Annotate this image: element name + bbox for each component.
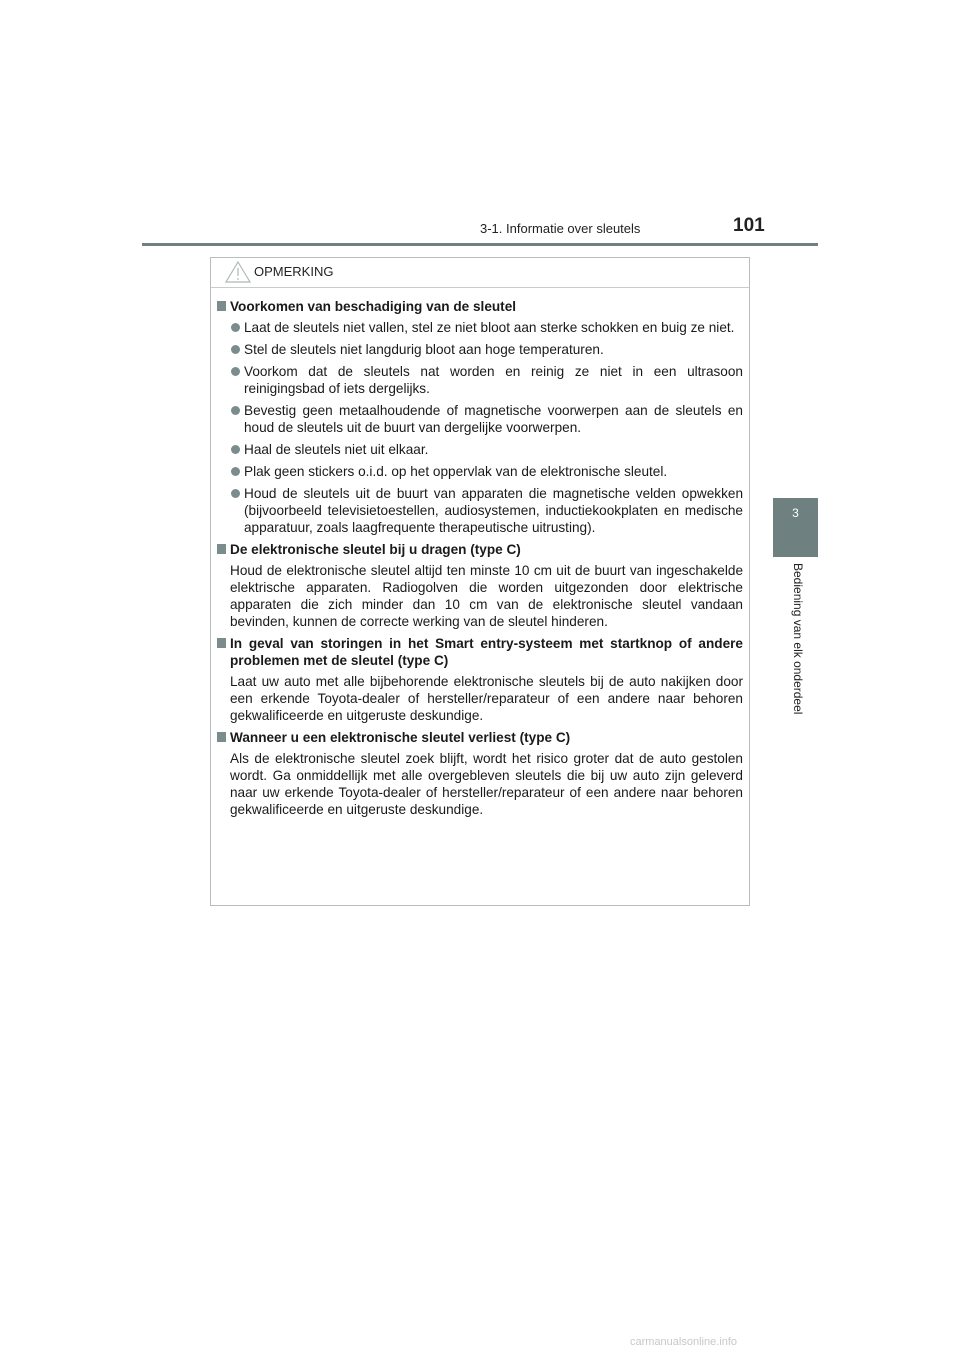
list-item: Voorkom dat de sleutels nat worden en reinig ze niet in een ultrasoon reinigingsbad of iets dergelijks. xyxy=(217,363,743,397)
section-title: De elektronische sleutel bij u dragen (type C) xyxy=(217,541,743,558)
header-divider xyxy=(142,243,818,246)
round-bullet-icon xyxy=(231,323,240,332)
chapter-title: Bediening van elk onderdeel xyxy=(791,563,805,715)
section-heading: 3-1. Informatie over sleutels xyxy=(480,221,641,236)
warning-triangle-icon xyxy=(225,261,251,283)
square-bullet-icon xyxy=(217,301,226,311)
list-item: Bevestig geen metaalhoudende of magnetische voorwerpen aan de sleutels en houd de sleutels uit de buurt van dergelijke voorwerpen. xyxy=(217,402,743,436)
section-title: Wanneer u een elektronische sleutel verliest (type C) xyxy=(217,729,743,746)
notice-box xyxy=(210,257,750,906)
round-bullet-icon xyxy=(231,445,240,454)
round-bullet-icon xyxy=(231,345,240,354)
round-bullet-icon xyxy=(231,467,240,476)
notice-section xyxy=(217,541,743,630)
page-number: 101 xyxy=(733,215,765,236)
watermark: carmanualsonline.info xyxy=(630,1336,738,1348)
square-bullet-icon xyxy=(217,638,226,648)
section-text: Als de elektronische sleutel zoek blijft, wordt het risico groter dat de auto gestolen wordt. Ga onmiddellijk met alle overgebleven sleutels die bij uw auto zijn geleverd naar uw erkende Toyota-dealer of hersteller/reparateur of een andere naar behoren gekwalificeerde en uitgeruste deskundige. xyxy=(230,751,743,817)
round-bullet-icon xyxy=(231,367,240,376)
section-text: Laat uw auto met alle bijbehorende elektronische sleutels bij de auto nakijken door een erkende Toyota-dealer of hersteller/reparateur of een andere naar behoren gekwalificeerde en uitgeruste deskundige. xyxy=(230,674,743,723)
round-bullet-icon xyxy=(231,406,240,415)
notice-section xyxy=(217,298,743,536)
list-item: Haal de sleutels niet uit elkaar. xyxy=(217,441,743,458)
notice-body xyxy=(211,288,749,818)
chapter-number: 3 xyxy=(792,506,799,520)
notice-section xyxy=(217,729,743,818)
round-bullet-icon xyxy=(231,489,240,498)
list-item: Stel de sleutels niet langdurig bloot aan hoge temperaturen. xyxy=(217,341,743,358)
list-item: Laat de sleutels niet vallen, stel ze niet bloot aan sterke schokken en buig ze niet. xyxy=(217,319,743,336)
square-bullet-icon xyxy=(217,544,226,554)
section-title: Voorkomen van beschadiging van de sleutel xyxy=(217,298,743,315)
section-text: Houd de elektronische sleutel altijd ten minste 10 cm uit de buurt van ingeschakelde elektrische apparaten. Radiogolven die worden uitgezonden door elektrische apparaten die zich minder dan 10 cm van de elektronische sleutel vandaan bevinden, kunnen de correcte werking van de sleutel hinderen. xyxy=(230,563,743,629)
list-item: Houd de sleutels uit de buurt van apparaten die magnetische velden opwekken (bijvoorbeeld televisietoestellen, audiosystemen, inductiekookplaten en medische apparatuur, zoals laagfrequente therapeutische uitrusting). xyxy=(217,485,743,536)
section-title: In geval van storingen in het Smart entry-systeem met startknop of andere problemen met de sleutel (type C) xyxy=(217,635,743,669)
notice-section xyxy=(217,635,743,724)
square-bullet-icon xyxy=(217,732,226,742)
notice-title: OPMERKING xyxy=(254,264,334,279)
list-item: Plak geen stickers o.i.d. op het oppervlak van de elektronische sleutel. xyxy=(217,463,743,480)
chapter-tab[interactable] xyxy=(773,498,818,557)
notice-header xyxy=(211,258,749,288)
